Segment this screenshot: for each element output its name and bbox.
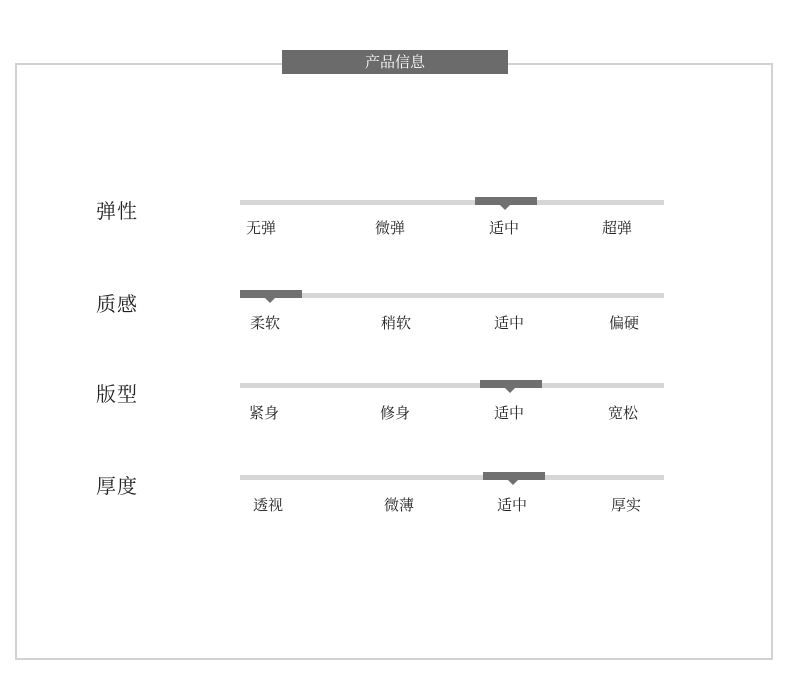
attribute-row-elasticity [0,195,790,255]
selected-marker [483,472,545,480]
attribute-label: 厚度 [96,474,138,498]
scale-option: 紧身 [249,404,280,422]
scale-option: 稍软 [381,314,412,332]
attribute-label: 版型 [96,382,138,406]
selected-marker [240,290,302,298]
attribute-row-fit [0,378,790,438]
scale-option: 超弹 [602,219,633,237]
scale-option: 适中 [494,314,525,332]
scale-option: 偏硬 [609,314,640,332]
product-info-panel [15,63,773,660]
scale-option: 透视 [253,496,284,514]
selected-marker [480,380,542,388]
scale-track [240,200,664,205]
scale-option: 适中 [489,219,520,237]
scale-option: 柔软 [250,314,281,332]
scale-option: 无弹 [246,219,277,237]
attribute-label: 弹性 [96,199,138,223]
scale-option: 适中 [497,496,528,514]
scale-option: 微弹 [375,219,406,237]
scale-option: 微薄 [384,496,415,514]
attribute-row-thickness [0,470,790,530]
scale-track [240,383,664,388]
attribute-row-texture [0,288,790,348]
scale-option: 宽松 [608,404,639,422]
scale-track [240,293,664,298]
panel-title: 产品信息 [282,50,508,74]
scale-track [240,475,664,480]
scale-option: 适中 [494,404,525,422]
scale-option: 厚实 [611,496,642,514]
scale-option: 修身 [380,404,411,422]
attribute-label: 质感 [96,292,138,316]
selected-marker [475,197,537,205]
